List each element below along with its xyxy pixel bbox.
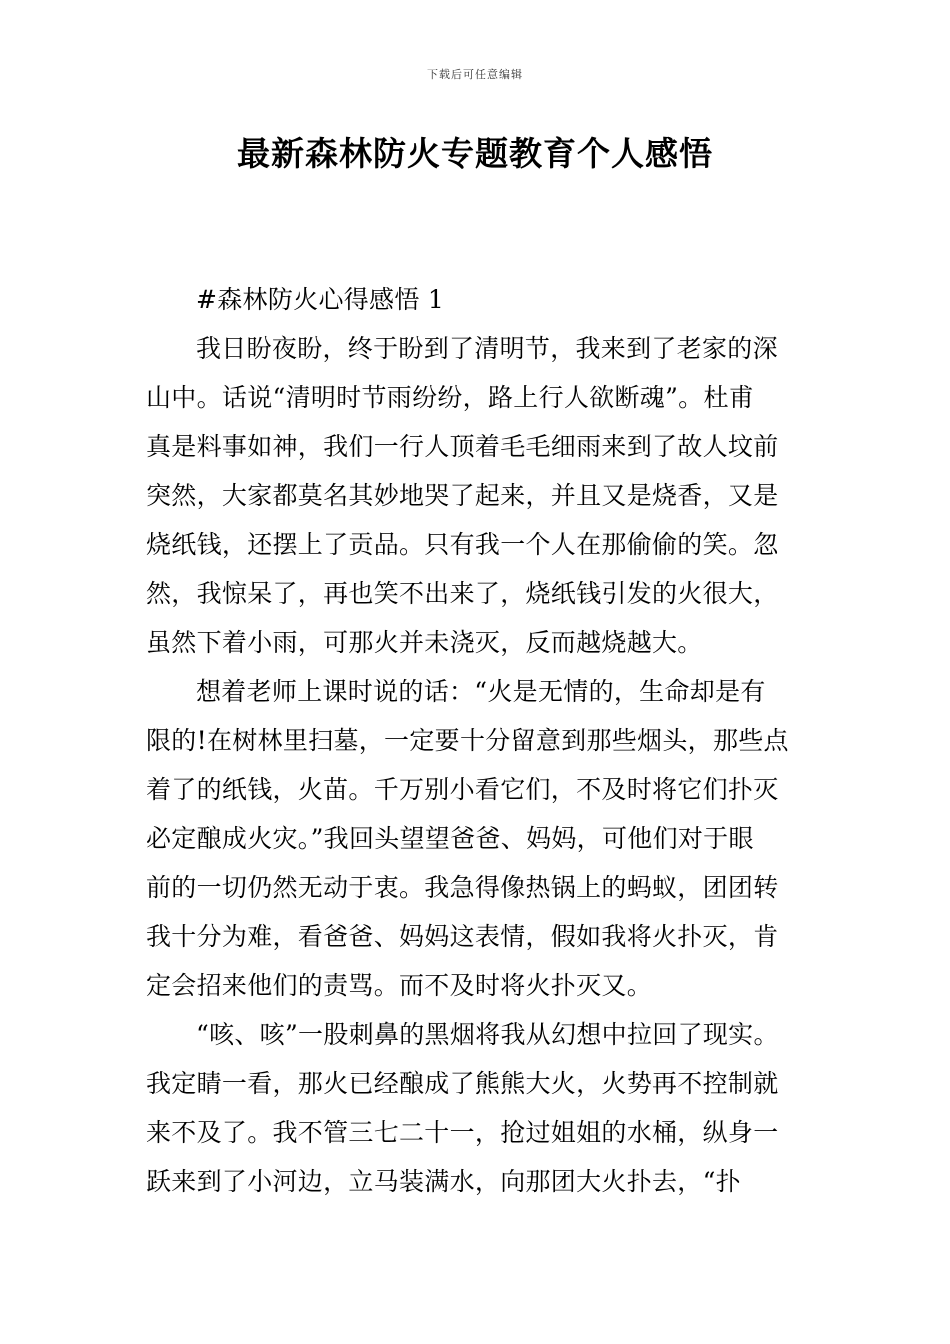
paragraph-line: 我日盼夜盼，终于盼到了清明节，我来到了老家的深 bbox=[196, 334, 778, 363]
paragraph-line: 我定睛一看，那火已经酿成了熊熊大火，火势再不控制就 bbox=[146, 1069, 779, 1098]
paragraph-line: 真是料事如神，我们一行人顶着毛毛细雨来到了故人坟前 bbox=[146, 432, 779, 461]
paragraph-line: 限的!在树林里扫墓，一定要十分留意到那些烟头，那些点 bbox=[146, 726, 789, 755]
paragraph-line: 想着老师上课时说的话：“火是无情的，生命却是有 bbox=[196, 677, 766, 706]
paragraph-line: 前的一切仍然无动于衷。我急得像热锅上的蚂蚁，团团转 bbox=[146, 873, 779, 902]
document-body bbox=[146, 280, 836, 1211]
paragraph-line: 必定酿成火灾。”我回头望望爸爸、妈妈，可他们对于眼 bbox=[146, 824, 754, 853]
paragraph-line: 然，我惊呆了，再也笑不出来了，烧纸钱引发的火很大， bbox=[146, 579, 779, 608]
paragraph-line: 跃来到了小河边，立马装满水，向那团大火扑去，“扑 bbox=[146, 1167, 741, 1196]
header-note: 下载后可任意编辑 bbox=[427, 68, 523, 81]
paragraph-line: 山中。话说“清明时节雨纷纷，路上行人欲断魂”。杜甫 bbox=[146, 383, 755, 412]
document-title: 最新森林防火专题教育个人感悟 bbox=[237, 134, 713, 173]
paragraph-line: 虽然下着小雨，可那火并未浇灭，反而越烧越大。 bbox=[146, 628, 703, 657]
section-heading: #森林防火心得感悟 1 bbox=[196, 285, 445, 314]
paragraph-line: 烧纸钱，还摆上了贡品。只有我一个人在那偷偷的笑。忽 bbox=[146, 530, 779, 559]
paragraph-line: “咳、咳”一股刺鼻的黑烟将我从幻想中拉回了现实。 bbox=[196, 1020, 779, 1049]
paragraph-line: 定会招来他们的责骂。而不及时将火扑灭又。 bbox=[146, 971, 653, 1000]
paragraph-line: 着了的纸钱，火苗。千万别小看它们，不及时将它们扑灭 bbox=[146, 775, 779, 804]
paragraph-line: 来不及了。我不管三七二十一，抢过姐姐的水桶，纵身一 bbox=[146, 1118, 779, 1147]
paragraph-line: 突然，大家都莫名其妙地哭了起来，并且又是烧香，又是 bbox=[146, 481, 779, 510]
paragraph-line: 我十分为难，看爸爸、妈妈这表情，假如我将火扑灭，肯 bbox=[146, 922, 779, 951]
